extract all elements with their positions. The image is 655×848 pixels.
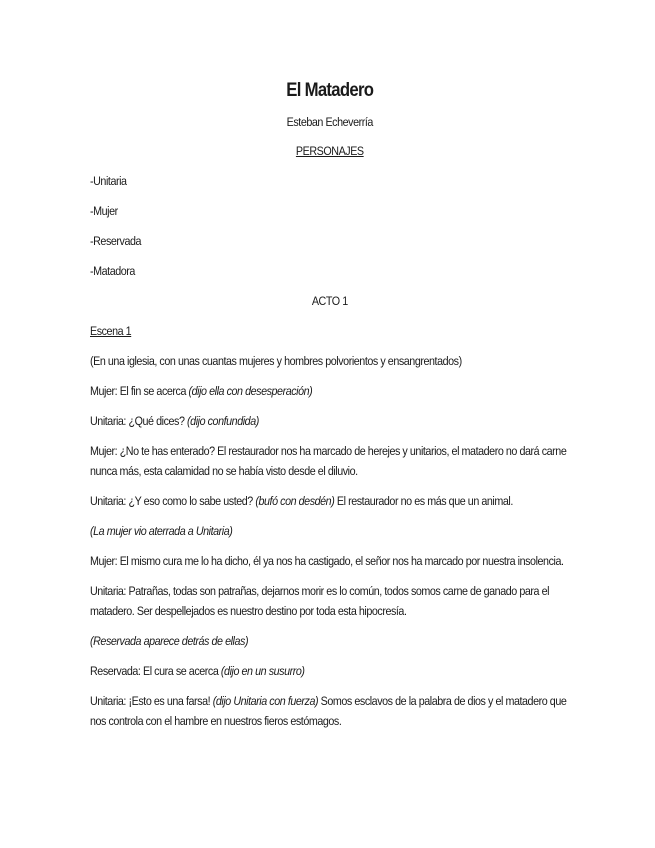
stage-direction: (La mujer vio aterrada a Unitaria): [90, 524, 233, 538]
stage-direction: (dijo ella con desesperación): [188, 384, 313, 398]
stage-direction: (dijo Unitaria con fuerza): [212, 694, 319, 708]
script-line: [90, 491, 570, 511]
line-text: Unitaria: ¿Qué dices?: [90, 414, 188, 428]
script-line: [90, 691, 570, 731]
stage-direction: (Reservada aparece detrás de ellas): [90, 634, 249, 648]
line-text: Unitaria: Patrañas, todas son patrañas, dejarnos morir es lo común, todos somos carne de ganado para el matadero. Ser despellejados es nuestro destino por toda esta hipocresía.: [90, 584, 550, 618]
stage-direction: (dijo en un susurro): [220, 664, 305, 678]
line-text: Reservada: El cura se acerca: [90, 664, 221, 678]
act-heading: ACTO 1: [311, 294, 348, 308]
script-line: [90, 351, 570, 371]
script-line: [90, 441, 570, 481]
scene-heading: Escena 1: [90, 324, 132, 338]
line-text: Mujer: El mismo cura me lo ha dicho, él ya nos ha castigado, el señor nos ha marcado por nuestra insolencia.: [90, 554, 564, 568]
document-body: [90, 78, 570, 741]
personajes-heading: PERSONAJES: [295, 144, 364, 158]
script-line: [90, 381, 570, 401]
character-item: -Reservada: [90, 234, 142, 248]
script-line: [90, 581, 570, 621]
line-text: Mujer: El fin se acerca: [90, 384, 189, 398]
character-item: -Unitaria: [90, 174, 127, 188]
script-line: [90, 661, 570, 681]
line-text: Unitaria: ¿Y eso como lo sabe usted?: [90, 494, 256, 508]
line-text: (En una iglesia, con unas cuantas mujeres y hombres polvorientos y ensangrentados): [90, 354, 462, 368]
line-text-after: El restaurador no es más que un animal.: [334, 494, 513, 508]
stage-direction: (bufó con desdén): [255, 494, 335, 508]
character-item: -Mujer: [90, 204, 118, 218]
line-text: Unitaria: ¡Esto es una farsa!: [90, 694, 213, 708]
line-text-after: Somos esclavos de la palabra de dios y el matadero que nos controla con el hambre en nuestros fieros estómagos.: [90, 694, 567, 728]
character-item: -Matadora: [90, 264, 135, 278]
script-line: [90, 411, 570, 431]
line-text: Mujer: ¿No te has enterado? El restaurador nos ha marcado de herejes y unitarios, el matadero no dará carne nunca más, esta calamidad no se había visto desde el diluvio.: [90, 444, 567, 478]
document-title: El Matadero: [286, 80, 374, 101]
document-author: Esteban Echeverría: [286, 115, 373, 129]
stage-direction: (dijo confundida): [187, 414, 259, 428]
script-line: [90, 551, 570, 571]
